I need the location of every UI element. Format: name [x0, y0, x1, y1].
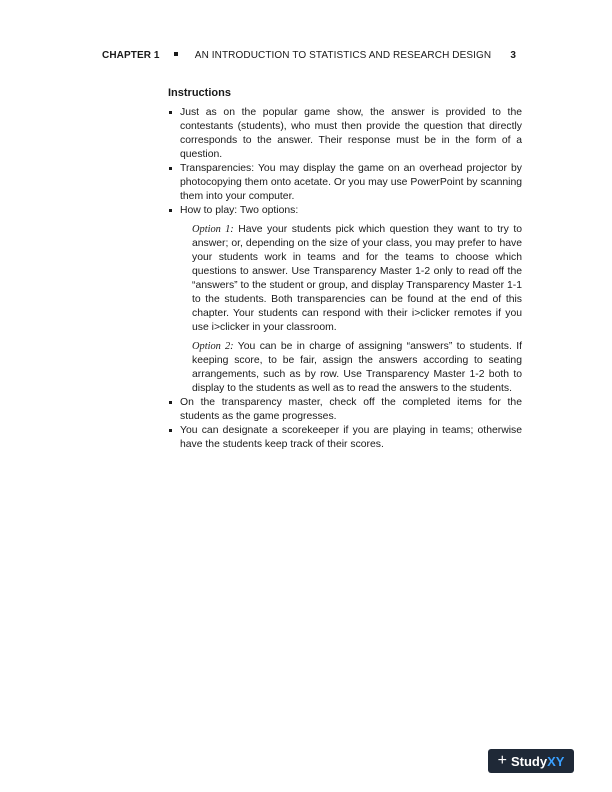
page-number: 3	[510, 50, 516, 61]
list-item	[168, 204, 522, 396]
option-2-paragraph	[180, 340, 522, 396]
option-1-paragraph	[180, 223, 522, 335]
instructions-section	[168, 86, 522, 452]
option-1-label: Option 1:	[192, 224, 234, 235]
option-2-text: You can be in charge of assigning “answers” to students. If keeping score, to be fair, assign the answers according to seating arrangements, such as by row. Use Transparency Master 1-2 both to display to the students as well as to read the answers to the students.	[192, 341, 522, 394]
bullet-icon	[169, 167, 172, 170]
chapter-title: AN INTRODUCTION TO STATISTICS AND RESEARCH DESIGN	[194, 50, 492, 61]
list-item	[168, 424, 522, 452]
bullet-text: Transparencies: You may display the game on an overhead projector by photocopying them onto acetate. Or you may use PowerPoint by scanning them into your computer.	[180, 163, 522, 202]
page-header	[102, 50, 522, 61]
brand-accent: XY	[547, 753, 565, 769]
bullet-text: Just as on the popular game show, the answer is provided to the contestants (students), who must then provide the question that directly corresponds to the answer. Their response must be in the form of a question.	[180, 107, 522, 160]
studyxy-logo	[488, 749, 574, 773]
chapter-label: CHAPTER 1	[102, 50, 160, 61]
list-item	[168, 396, 522, 424]
bullet-icon	[169, 401, 172, 404]
brand-main: Study	[510, 753, 548, 769]
bullet-text: How to play: Two options:	[180, 205, 299, 216]
bullet-icon	[169, 209, 172, 212]
bullet-icon	[169, 429, 172, 432]
instructions-list	[168, 106, 522, 452]
separator-square-icon	[174, 52, 178, 56]
option-1-text: Have your students pick which question they want to try to answer; or, depending on the size of your class, you may prefer to have your students work in teams and for the teams to choose which questions to answer. Use Transparency Master 1-2 only to read off the “answers” to the student or group, and display Transparency Master 1-1 to the students. Both transparencies can be found at the end of this chapter. Your students can respond with their i>clicker remotes if you use i>clicker in your classroom.	[192, 224, 522, 333]
bullet-text: On the transparency master, check off the completed items for the students as the game progresses.	[180, 397, 522, 422]
instructions-heading: Instructions	[168, 87, 231, 99]
bullet-text: You can designate a scorekeeper if you are playing in teams; otherwise have the students keep track of their scores.	[180, 425, 522, 450]
list-item	[168, 162, 522, 204]
list-item	[168, 106, 522, 162]
plus-icon: +	[497, 752, 507, 769]
option-2-label: Option 2:	[192, 341, 234, 352]
bullet-icon	[169, 111, 172, 114]
